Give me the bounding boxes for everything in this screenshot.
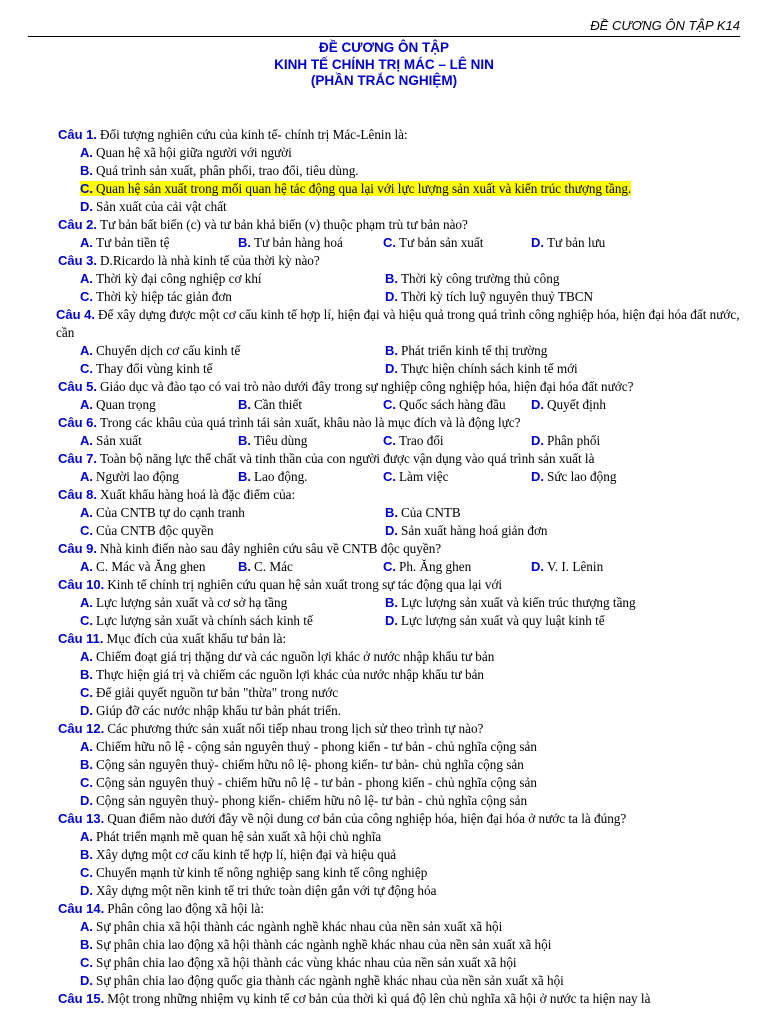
option-text: Quan trọng	[96, 397, 156, 412]
option-a	[80, 396, 238, 414]
option-a	[80, 504, 385, 522]
title-line-1: ĐỀ CƯƠNG ÔN TẬP	[319, 40, 449, 55]
question-text: Kinh tế chính trị nghiên cứu quan hệ sản xuất trong sự tác động qua lại với	[107, 577, 503, 592]
option-row	[58, 558, 748, 576]
option-text: Trao đổi	[399, 433, 444, 448]
option-c	[383, 468, 531, 486]
option-text: Xây dựng một nền kinh tế tri thức toàn diện gắn với tự động hóa	[96, 883, 437, 898]
question-4	[58, 306, 748, 378]
option-text: Phân phối	[547, 433, 601, 448]
option-a	[58, 144, 748, 162]
question-text: Phân công lao động xã hội là:	[107, 901, 265, 916]
page-header	[0, 0, 768, 40]
option-letter: B.	[238, 235, 251, 250]
option-text: Lực lượng sản xuất và kiến trúc thượng tầng	[401, 595, 636, 610]
option-letter: B.	[385, 505, 398, 520]
option-letter: C.	[383, 397, 396, 412]
question-text: D.Ricardo là nhà kinh tế của thời kỳ nào?	[100, 253, 320, 268]
question-7	[58, 450, 748, 486]
option-letter: C.	[383, 433, 396, 448]
option-letter: A.	[80, 505, 93, 520]
option-text: Tư bản sản xuất	[399, 235, 484, 250]
option-letter: C.	[80, 523, 93, 538]
option-row	[58, 234, 748, 252]
option-row	[58, 612, 748, 630]
option-letter: B.	[80, 757, 93, 772]
option-letter: C.	[80, 361, 93, 376]
option-c	[80, 288, 385, 306]
option-letter: A.	[80, 145, 93, 160]
option-text: Sự phân chia lao động xã hội thành các ngành nghề khác nhau của nền sản xuất xã hội	[96, 937, 552, 952]
option-b	[58, 162, 748, 180]
option-c	[383, 432, 531, 450]
option-letter: D.	[385, 613, 398, 628]
option-letter: D.	[531, 559, 544, 574]
option-row	[58, 432, 748, 450]
option-text: Cần thiết	[254, 397, 302, 412]
option-letter: A.	[80, 559, 93, 574]
option-letter: D.	[385, 523, 398, 538]
option-d	[58, 702, 748, 720]
question-12	[58, 720, 748, 810]
question-11	[58, 630, 748, 720]
option-letter: A.	[80, 739, 93, 754]
option-d	[531, 432, 731, 450]
option-b	[238, 558, 383, 576]
option-letter: A.	[80, 649, 93, 664]
question-6	[58, 414, 748, 450]
option-text: V. I. Lênin	[547, 559, 604, 574]
option-text: Lao động.	[254, 469, 308, 484]
question-text: Để xây dựng được một cơ cấu kinh tế hợp lí, hiện đại và hiệu quả trong quá trình công nghiệp hóa, hiện đại hóa đất nước, cần	[56, 307, 740, 340]
option-d	[58, 972, 748, 990]
option-letter: D.	[80, 883, 93, 898]
question-3	[58, 252, 748, 306]
option-b	[238, 396, 383, 414]
option-letter: A.	[80, 433, 93, 448]
option-letter: C.	[80, 955, 93, 970]
option-text: Sản xuất hàng hoá giản đơn	[401, 523, 548, 538]
option-b	[385, 504, 745, 522]
option-b	[58, 666, 748, 684]
option-letter: D.	[531, 235, 544, 250]
option-letter: B.	[385, 343, 398, 358]
option-text: Tiêu dùng	[254, 433, 308, 448]
option-letter: A.	[80, 595, 93, 610]
option-letter: D.	[531, 469, 544, 484]
question-2	[58, 216, 748, 252]
option-text: Sức lao động	[547, 469, 617, 484]
option-text: Sự phân chia lao động xã hội thành các vùng khác nhau của nền sản xuất xã hội	[96, 955, 517, 970]
option-letter: C.	[80, 685, 93, 700]
option-text: Chiếm đoạt giá trị thặng dư và các nguồn lợi khác ở nước nhập khẩu tư bản	[96, 649, 495, 664]
option-row	[58, 522, 748, 540]
option-c	[80, 522, 385, 540]
option-letter: A.	[80, 235, 93, 250]
option-letter: C.	[80, 613, 93, 628]
option-a	[58, 828, 748, 846]
option-letter: B.	[238, 397, 251, 412]
option-c	[58, 684, 748, 702]
header-divider	[28, 36, 740, 37]
question-10	[58, 576, 748, 630]
option-text: Thay đổi vùng kinh tế	[96, 361, 213, 376]
option-text: Thực hiện giá trị và chiếm các nguồn lợi khác của nước nhập khẩu tư bản	[96, 667, 485, 682]
question-number: Câu 12.	[58, 721, 105, 736]
option-text: Lực lượng sản xuất và cơ sở hạ tầng	[96, 595, 288, 610]
option-letter: A.	[80, 919, 93, 934]
question-number: Câu 14.	[58, 901, 105, 916]
option-text: Của CNTB	[401, 505, 461, 520]
option-d	[385, 288, 745, 306]
option-text: C. Mác và Ăng ghen	[96, 559, 206, 574]
option-a	[58, 648, 748, 666]
option-d	[385, 612, 745, 630]
option-text: Quốc sách hàng đầu	[399, 397, 506, 412]
option-letter: C.	[383, 559, 396, 574]
running-title: ĐỀ CƯƠNG ÔN TẬP K14	[590, 18, 740, 33]
question-text: Một trong những nhiệm vụ kinh tế cơ bản của thời kì quá độ lên chủ nghĩa xã hội ở nước ta hiện nay là	[107, 991, 651, 1006]
option-a	[80, 468, 238, 486]
option-letter: D.	[80, 703, 93, 718]
option-b	[238, 234, 383, 252]
option-text: Của CNTB tự do cạnh tranh	[96, 505, 245, 520]
option-text: Của CNTB độc quyền	[96, 523, 214, 538]
option-text: Quan hệ xã hội giữa người với người	[96, 145, 292, 160]
option-c	[58, 774, 748, 792]
question-15	[58, 990, 748, 1008]
question-number: Câu 10.	[58, 577, 105, 592]
option-letter: D.	[531, 433, 544, 448]
question-number: Câu 3.	[58, 253, 98, 268]
question-number: Câu 2.	[58, 217, 98, 232]
option-text: Sự phân chia xã hội thành các ngành nghề khác nhau của nền sản xuất xã hội	[96, 919, 503, 934]
option-text: Lực lượng sản xuất và chính sách kinh tế	[96, 613, 313, 628]
option-letter: D.	[385, 289, 398, 304]
question-number: Câu 5.	[58, 379, 98, 394]
question-9	[58, 540, 748, 576]
option-b	[238, 468, 383, 486]
option-text: Quyết định	[547, 397, 606, 412]
option-d	[385, 360, 745, 378]
option-letter: C.	[80, 775, 93, 790]
option-text: Xây dựng một cơ cấu kinh tế hợp lí, hiện đại và hiệu quả	[96, 847, 397, 862]
option-text: Phát triển kinh tế thị trường	[401, 343, 548, 358]
option-c	[58, 180, 748, 198]
option-a	[80, 342, 385, 360]
option-text: C. Mác	[254, 559, 293, 574]
option-text: Sản xuất	[96, 433, 142, 448]
question-text: Các phương thức sản xuất nối tiếp nhau trong lịch sử theo trình tự nào?	[107, 721, 484, 736]
question-number: Câu 6.	[58, 415, 98, 430]
option-letter: C.	[80, 289, 93, 304]
option-c	[80, 612, 385, 630]
option-c	[80, 360, 385, 378]
option-c	[383, 558, 531, 576]
question-number: Câu 4.	[56, 307, 96, 322]
option-text: Quá trình sản xuất, phân phối, trao đổi, tiêu dùng.	[96, 163, 359, 178]
option-letter: B.	[80, 847, 93, 862]
option-letter: C.	[383, 469, 396, 484]
option-text: Tư bản tiền tệ	[96, 235, 170, 250]
option-d	[531, 234, 731, 252]
option-letter: B.	[238, 559, 251, 574]
question-text: Nhà kinh điển nào sau đây nghiên cứu sâu về CNTB độc quyền?	[100, 541, 442, 556]
option-letter: A.	[80, 829, 93, 844]
question-list	[58, 126, 748, 1008]
option-row	[58, 342, 748, 360]
option-letter: D.	[385, 361, 398, 376]
option-text: Chuyển dịch cơ cấu kinh tế	[96, 343, 241, 358]
option-b	[238, 432, 383, 450]
question-14	[58, 900, 748, 990]
option-text: Để giải quyết nguồn tư bản "thừa" trong nước	[96, 685, 339, 700]
question-text: Toàn bộ năng lực thể chất và tinh thần của con người được vận dụng vào quá trình sản xuất là	[100, 451, 595, 466]
question-text: Giáo dục và đào tạo có vai trò nào dưới đây trong sự nghiệp công nghiệp hóa, hiện đại hóa đất nước?	[100, 379, 634, 394]
question-text: Đối tượng nghiên cứu của kinh tế- chính trị Mác-Lênin là:	[100, 127, 408, 142]
option-b	[58, 846, 748, 864]
option-text: Giúp đỡ các nước nhập khẩu tư bản phát triển.	[96, 703, 342, 718]
option-text: Làm việc	[399, 469, 449, 484]
question-8	[58, 486, 748, 540]
option-text: Ph. Ăng ghen	[399, 559, 472, 574]
option-b	[58, 756, 748, 774]
option-text: Thực hiện chính sách kinh tế mới	[401, 361, 578, 376]
option-a	[80, 594, 385, 612]
option-text: Thời kỳ công trường thủ công	[401, 271, 560, 286]
question-number: Câu 15.	[58, 991, 105, 1006]
option-b	[58, 936, 748, 954]
option-letter: D.	[531, 397, 544, 412]
option-letter: B.	[80, 163, 93, 178]
option-letter: D.	[80, 793, 93, 808]
option-letter: A.	[80, 397, 93, 412]
option-a	[80, 234, 238, 252]
option-row	[58, 468, 748, 486]
title-line-3: (PHẦN TRẮC NGHIỆM)	[310, 73, 458, 88]
question-number: Câu 8.	[58, 487, 98, 502]
option-a	[80, 432, 238, 450]
option-d	[58, 882, 748, 900]
question-number: Câu 11.	[58, 631, 104, 646]
question-text: Xuất khẩu hàng hoá là đặc điểm của:	[100, 487, 296, 502]
option-letter: B.	[385, 271, 398, 286]
option-text: Thời kỳ tích luỹ nguyên thuỷ TBCN	[401, 289, 594, 304]
option-d	[385, 522, 745, 540]
option-letter: C.	[80, 865, 93, 880]
question-text: Tư bản bất biến (c) và tư bản khả biến (v) thuộc phạm trù tư bản nào?	[100, 217, 468, 232]
option-text: Sản xuất của cải vật chất	[96, 199, 227, 214]
option-text: Thời kỳ đại công nghiệp cơ khí	[96, 271, 262, 286]
answer-highlight	[80, 181, 631, 196]
option-d	[58, 198, 748, 216]
option-text: Chiếm hữu nô lệ - cộng sản nguyên thuỷ - phong kiến - tư bản - chủ nghĩa cộng sản	[96, 739, 537, 754]
option-text: Tư bản hàng hoá	[254, 235, 343, 250]
question-number: Câu 13.	[58, 811, 105, 826]
option-text: Sự phân chia lao động quốc gia thành các ngành nghề khác nhau của nền sản xuất xã hội	[96, 973, 564, 988]
option-c	[383, 234, 531, 252]
option-letter: A.	[80, 343, 93, 358]
option-text: Chuyển mạnh từ kinh tế nông nghiệp sang kinh tế công nghiệp	[96, 865, 428, 880]
option-row	[58, 288, 748, 306]
option-letter: B.	[80, 667, 93, 682]
question-1	[58, 126, 748, 216]
option-a	[58, 738, 748, 756]
option-letter: D.	[80, 199, 93, 214]
option-b	[385, 270, 745, 288]
option-text: Người lao động	[96, 469, 179, 484]
option-text: Cộng sản nguyên thuỷ - chiếm hữu nô lệ - tư bản - phong kiến - chủ nghĩa cộng sản	[96, 775, 537, 790]
option-letter: C.	[80, 181, 93, 196]
question-number: Câu 7.	[58, 451, 98, 466]
option-b	[385, 342, 745, 360]
document-title	[0, 40, 768, 90]
option-b	[385, 594, 745, 612]
option-a	[58, 918, 748, 936]
question-number: Câu 9.	[58, 541, 98, 556]
option-row	[58, 270, 748, 288]
option-row	[58, 504, 748, 522]
option-row	[58, 396, 748, 414]
option-a	[80, 270, 385, 288]
option-letter: B.	[385, 595, 398, 610]
option-c	[58, 864, 748, 882]
question-13	[58, 810, 748, 900]
option-d	[531, 396, 731, 414]
option-text: Thời kỳ hiệp tác giản đơn	[96, 289, 232, 304]
option-text: Tư bản lưu	[547, 235, 606, 250]
option-letter: C.	[383, 235, 396, 250]
option-letter: B.	[80, 937, 93, 952]
option-row	[58, 594, 748, 612]
title-line-2: KINH TẾ CHÍNH TRỊ MÁC – LÊ NIN	[274, 56, 494, 72]
question-text: Trong các khâu của quá trình tái sản xuất, khâu nào là mục đích và là động lực?	[100, 415, 521, 430]
option-letter: A.	[80, 271, 93, 286]
question-5	[58, 378, 748, 414]
option-text: Quan hệ sản xuất trong mối quan hệ tác động qua lại với lực lượng sản xuất và kiến trúc thượng tầng.	[96, 181, 632, 196]
option-d	[531, 558, 731, 576]
option-text: Cộng sản nguyên thuỷ- chiếm hữu nô lệ- phong kiến- tư bản- chủ nghĩa cộng sản	[96, 757, 524, 772]
option-letter: A.	[80, 469, 93, 484]
question-number: Câu 1.	[58, 127, 98, 142]
question-text: Mục đích của xuất khẩu tư bản là:	[106, 631, 287, 646]
option-c	[58, 954, 748, 972]
option-row	[58, 360, 748, 378]
option-c	[383, 396, 531, 414]
option-d	[58, 792, 748, 810]
question-text: Quan điểm nào dưới đây về nội dung cơ bản của công nghiệp hóa, hiện đại hóa ở nước ta là đúng?	[107, 811, 627, 826]
option-letter: B.	[238, 469, 251, 484]
option-text: Phát triển mạnh mẽ quan hệ sản xuất xã hội chủ nghĩa	[96, 829, 382, 844]
option-text: Cộng sản nguyên thuỷ- phong kiến- chiếm hữu nô lệ- tư bản - chủ nghĩa cộng sản	[96, 793, 528, 808]
option-letter: B.	[238, 433, 251, 448]
option-text: Lực lượng sản xuất và quy luật kinh tế	[401, 613, 605, 628]
option-letter: D.	[80, 973, 93, 988]
option-d	[531, 468, 731, 486]
option-a	[80, 558, 238, 576]
